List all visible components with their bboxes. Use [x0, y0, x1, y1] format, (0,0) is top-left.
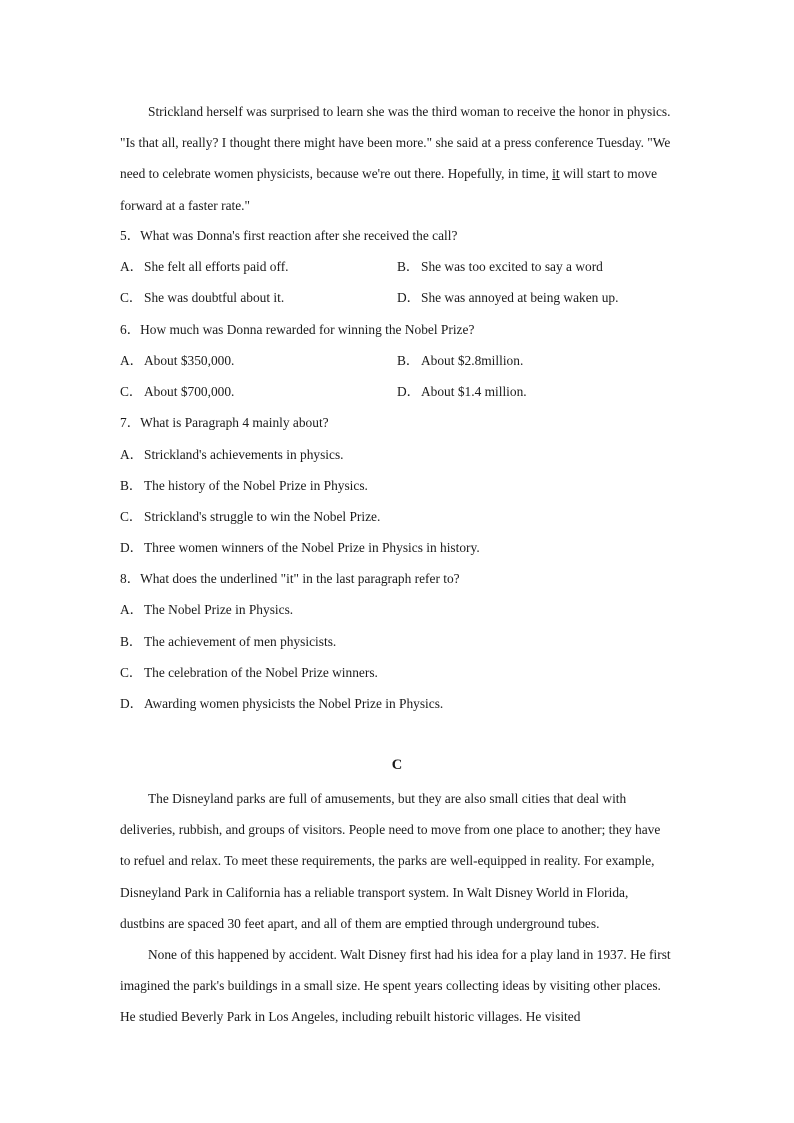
q5-option-c[interactable]: C． She was doubtful about it. — [120, 290, 285, 305]
section-c-heading: C — [391, 757, 403, 773]
q8-option-a[interactable]: A．The Nobel Prize in Physics. — [120, 602, 294, 617]
q7-option-d[interactable]: D．Three women winners of the Nobel Prize in Physics in history. — [120, 540, 480, 555]
q5-option-b[interactable]: B． She was too excited to say a word — [397, 259, 603, 274]
q7-option-a[interactable]: A．Strickland's achievements in physics. — [120, 447, 344, 462]
q5-option-d[interactable]: D．She was annoyed at being waken up. — [397, 290, 619, 305]
question-7-stem: 7．What is Paragraph 4 mainly about? — [120, 415, 329, 430]
q8-option-b[interactable]: B． The achievement of men physicists. — [120, 634, 337, 649]
q8-option-c[interactable]: C． The celebration of the Nobel Prize winners. — [120, 665, 378, 680]
q7-option-c[interactable]: C． Strickland's struggle to win the Nobel Prize. — [120, 509, 381, 524]
question-6-stem: 6．How much was Donna rewarded for winning the Nobel Prize? — [120, 322, 475, 337]
paragraph-text: Strickland herself was surprised to learn she was the third woman to receive the honor in physics. "Is that all, really? I thought there might have been more." she said at a press conference Tuesday. "We need to celebrate women physicists, because we're out there. Hopefully, in time, — [120, 104, 671, 182]
q8-option-d[interactable]: D．Awarding women physicists the Nobel Prize in Physics. — [120, 696, 444, 711]
q6-option-a[interactable]: A．About $350,000. — [120, 353, 235, 368]
section-c-paragraph-2: None of this happened by accident. Walt Disney first had his idea for a play land in 1937. He first imagined the park's buildings in a small size. He spent years collecting ideas by visiting other places. He studied Beverly Park in Los Angeles, including rebuilt historic villages. He visited — [120, 947, 671, 1025]
underlined-it: it — [552, 166, 560, 182]
q6-option-b[interactable]: B． About $2.8million. — [397, 353, 524, 368]
paragraph-text-end: will start to move forward at a faster rate." — [120, 166, 658, 213]
q5-option-a[interactable]: A．She felt all efforts paid off. — [120, 259, 289, 274]
q6-option-c[interactable]: C． About $700,000. — [120, 384, 235, 399]
q6-option-d[interactable]: D．About $1.4 million. — [397, 384, 527, 399]
section-c-paragraph-1: The Disneyland parks are full of amusements, but they are also small cities that deal with deliveries, rubbish, and groups of visitors. People need to move from one place to another; they have to refuel and relax. To meet these requirements, the parks are well-equipped in reality. For example, Disneyland Park in California has a reliable transport system. In Walt Disney World in Florida, dustbins are spaced 30 feet apart, and all of them are emptied through underground tubes. — [120, 791, 661, 931]
passage-b-final-paragraph — [120, 96, 672, 221]
question-5-stem: 5．What was Donna's first reaction after she received the call? — [120, 228, 458, 243]
question-8-stem: 8．What does the underlined "it" in the last paragraph refer to? — [120, 571, 460, 586]
q7-option-b[interactable]: B． The history of the Nobel Prize in Physics. — [120, 478, 368, 493]
